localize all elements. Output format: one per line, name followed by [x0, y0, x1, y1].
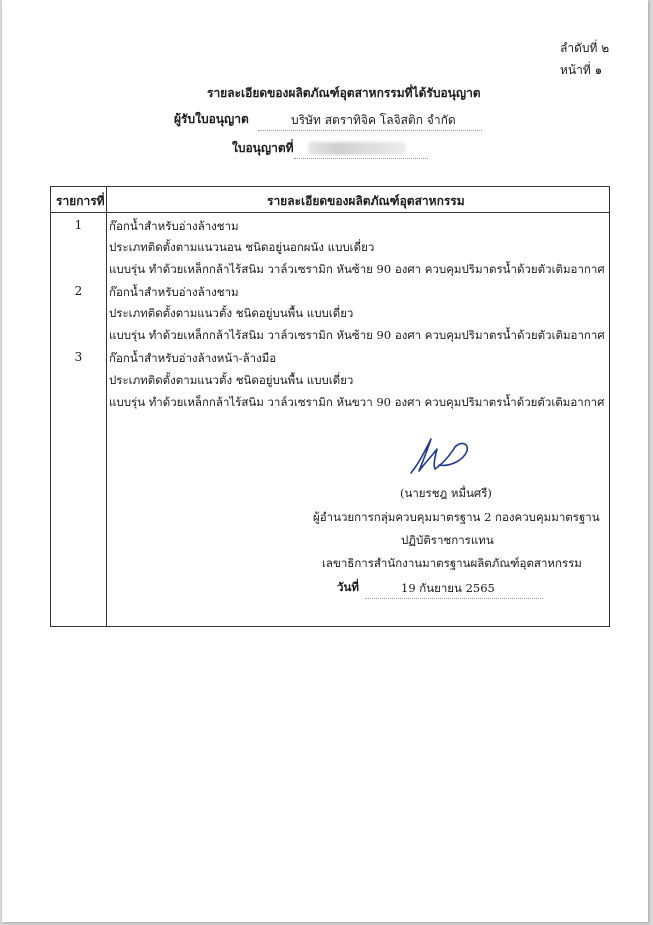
licensee-underline — [258, 130, 482, 131]
row-line: ประเภทติดตั้งตามแนวตั้ง ชนิดอยู่บนพื้น แบบเดี่ยว — [109, 373, 354, 387]
date-value: 19 กันยายน 2565 — [401, 581, 495, 595]
handwritten-signature — [405, 435, 475, 477]
product-detail-table — [50, 186, 610, 627]
row-line: แบบรุ่น ทำด้วยเหล็กกล้าไร้สนิม วาล์วเซรามิก หันขวา 90 องศา ควบคุมปริมาตรน้ำด้วยตัวเติมอากาศ — [109, 395, 605, 409]
row-line: แบบรุ่น ทำด้วยเหล็กกล้าไร้สนิม วาล์วเซรามิก หันซ้าย 90 องศา ควบคุมปริมาตรน้ำด้วยตัวเติมอากาศ — [109, 328, 605, 342]
column-header-item: รายการที่ — [56, 194, 105, 208]
row-number: 3 — [74, 350, 83, 364]
signatory-position: ผู้อำนวยการกลุ่มควบคุมมาตรฐาน 2 กองควบคุมมาตรฐาน — [313, 510, 600, 524]
table-column-divider — [106, 187, 107, 626]
row-line: แบบรุ่น ทำด้วยเหล็กกล้าไร้สนิม วาล์วเซรามิก หันซ้าย 90 องศา ควบคุมปริมาตรน้ำด้วยตัวเติมอากาศ — [109, 262, 605, 276]
row-line: ก๊อกน้ำสำหรับอ่างล้างชาม — [109, 285, 239, 299]
signatory-name: (นายรชฎ หมื่นศรี) — [400, 486, 492, 500]
document-title: รายละเอียดของผลิตภัณฑ์อุตสาหกรรมที่ได้รับอนุญาต — [207, 86, 481, 100]
license-number-label: ใบอนุญาตที่ — [232, 141, 294, 155]
office-title: เลขาธิการสำนักงานมาตรฐานผลิตภัณฑ์อุตสาหกรรม — [322, 556, 582, 570]
table-header-divider — [51, 212, 609, 213]
row-line: ก๊อกน้ำสำหรับอ่างล้างชาม — [109, 219, 239, 233]
row-line: ก๊อกน้ำสำหรับอ่างล้างหน้า-ล้างมือ — [109, 351, 277, 365]
row-number: 1 — [74, 218, 83, 232]
document-page — [2, 0, 648, 922]
order-number: ลำดับที่ ๒ — [560, 41, 610, 55]
date-underline — [365, 598, 543, 599]
licensee-label: ผู้รับใบอนุญาต — [174, 112, 249, 126]
column-header-detail: รายละเอียดของผลิตภัณฑ์อุตสาหกรรม — [267, 194, 465, 208]
license-number-underline — [294, 158, 428, 159]
date-label: วันที่ — [337, 580, 359, 594]
row-line: ประเภทติดตั้งตามแนวตั้ง ชนิดอยู่บนพื้น แบบเดี่ยว — [109, 306, 354, 320]
row-number: 2 — [74, 284, 83, 298]
licensee-value: บริษัท สตราทิจิค โลจิสติก จำกัด — [291, 113, 456, 127]
acting-on-behalf: ปฏิบัติราชการแทน — [401, 533, 494, 547]
redacted-license-number — [308, 142, 406, 155]
page-number: หน้าที่ ๑ — [560, 63, 603, 77]
row-line: ประเภทติดตั้งตามแนวนอน ชนิดอยู่นอกผนัง แบบเดี่ยว — [109, 240, 375, 254]
